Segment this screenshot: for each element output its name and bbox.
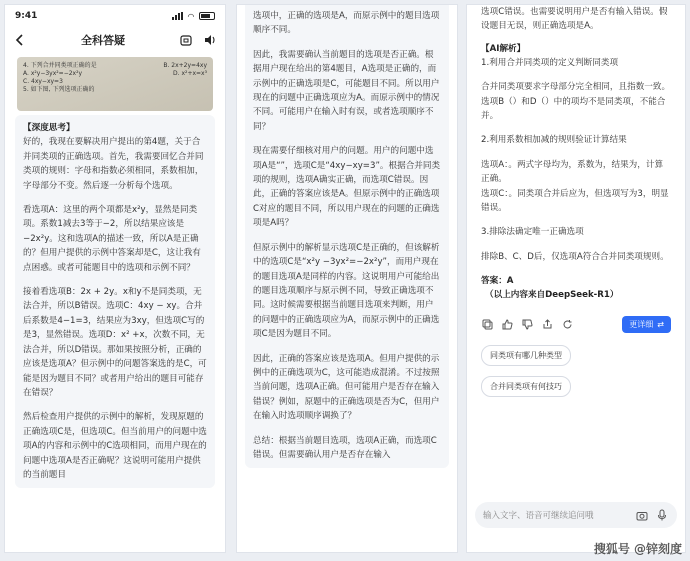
ai-analysis-section [467,5,685,397]
thinking-paragraph: 但原示例中的解析显示选项C是正确的，但该解析中的选项C是“x²y −3yx²=−2x²y”，而用户现在的题目选项A是同样的内容。这说明用户可能给出的题目选项顺序与原示例不同，导致正确选项不同。这时候需要根据当前题目选项来判断，用户的问题中的正确选项应为A，而原示例中的正确选项C是因为题目不同。 [253,242,440,340]
thinking-paragraph: 选项中，正确的选项是A，而原示例中的题目选项顺序不同。 [253,11,440,36]
microphone-icon[interactable] [655,508,669,522]
question-photo [17,57,213,111]
thinking-paragraph: 看选项A：这里的两个项都是x²y，显然是同类项。系数1减去3等于−2，所以结果应该是−2x²y。这和选项A的描述一致，所以A是正确的？但用户提供的示例中答案却是C，这让我有点困惑。或者可能题目中的选项和示例不同？ [23,205,201,273]
status-bar [5,5,225,27]
suggestion-chip[interactable]: 合并同类项有何技巧 [481,376,571,397]
photo-line: D. x²+x=x³ [173,70,207,78]
photo-line: B. 2x+2y=4xy [163,62,207,69]
suggestion-list [481,345,671,397]
signal-icon [172,12,183,20]
thinking-paragraph: 因此，正确的答案应该是选项A。但用户提供的示例中的正确选项为C，这可能造成混淆。不过按照当前问题，选项A正确。但可能用户是否存在输入错误？例如，原题中的正确选项是否为C，但用户在输入时选项顺序调换了？ [253,353,440,422]
speaker-icon[interactable] [203,33,217,47]
photo-line: 5. 如下图, 下列选项正确的 [23,86,95,94]
photo-line: 4. 下列合并同类项正确的是 [23,62,97,69]
phone-panel-3 [466,4,686,553]
camera-icon[interactable] [635,508,649,522]
thinking-paragraph: 然后检查用户提供的示例中的解析，发现原题的正确选项C是，但选项C。但当前用户的问题中选项A的内容和示例中的C选项相同，而用户现在的问题中选项A是否正确呢？这说明可能用户提供的当前题目 [23,412,207,480]
battery-icon [199,12,215,20]
thumbs-up-icon[interactable] [501,319,513,331]
analysis-text: 排除B、C、D后，仅选项A符合合并同类项规则。 [481,251,669,262]
analysis-step: 1.利用合并同类项的定义判断同类项 [481,57,619,68]
page-title: 全科答疑 [81,34,125,47]
wifi-icon: ◠ [187,11,194,21]
regenerate-icon[interactable] [561,319,573,331]
history-icon[interactable] [179,33,193,47]
input-placeholder: 输入文字、语音可继续追问哦 [483,511,594,521]
answer-text: 答案：A [481,276,514,287]
more-detail-label: 更详细 [629,320,654,330]
deep-thinking-card-continued [245,5,449,468]
share-icon[interactable] [541,319,553,331]
deep-thinking-card [15,115,215,488]
thumbs-down-icon[interactable] [521,319,533,331]
expand-icon: ⇄ [657,320,664,330]
back-arrow-icon[interactable] [13,33,27,47]
thinking-paragraph: 现在需要仔细核对用户的问题。用户的问题中选项A是“”，选项C是“4xy−xy=3”。根据合并同类项的规则，选项A确实正确，而选项C错误。因此，正确的答案应该是A。但原示例中的正确选项C对应的题目不同，所以用户现在的问题的正确选项是A吗？ [253,146,441,229]
top-navigation [5,27,225,53]
status-time: 9:41 [15,11,38,21]
action-bar [481,316,671,333]
thinking-paragraph: 接着看选项B：2x + 2y。x和y不是同类项，无法合并，所以B错误。选项C：4xy − xy。合并后系数是4−1=3，结果应为3xy，但选项C写的是3，显然错误。选项D：x² +x，次数不同，无法合并，所以D错误。那如果按照分析，正确的应该是选项A？但示例中的问题答案选的是C，可能是因为题目不同？或者用户给出的题目可能存在错误？ [23,287,207,398]
analysis-text: 选项A：。两式字母均为，系数为，结果为，计算正确。 选项C：。同类项合并后应为，但选项写为3，明显错误。 [481,159,669,214]
copy-icon[interactable] [481,319,493,331]
status-icons [172,12,215,21]
suggestion-chip[interactable]: 同类项有哪几种类型 [481,345,571,366]
ai-analysis-heading: 【AI解析】 [481,43,526,54]
analysis-text: 合并同类项要求字母部分完全相同，且指数一致。选项B（）和D（）中的项均不是同类项，不能合并。 [481,82,671,122]
deep-thinking-heading: 【深度思考】 [23,123,75,133]
phone-panel-1 [4,4,226,553]
follow-up-input[interactable] [475,502,677,528]
thinking-paragraph: 选项C错误。也需要说明用户是否有输入错误。假设题目无误，则正确选项是A。 [481,7,668,32]
photo-line: A. x²y−3yx²=−2x²y [23,70,83,78]
thinking-paragraph: 因此，我需要确认当前题目的选项是否正确。根据用户现在给出的第4题目，A选项是正确的，而示例中的正确选项是C，可能题目不同。所以用户现在的问题中正确选项应为A。而原示例中的情况不同。可能用户在输入时有误，或者选项顺序不同？ [253,49,440,132]
thinking-paragraph: 总结：根据当前题目选项，选项A正确，而选项C错误。但需要确认用户是否存在输入 [253,435,437,460]
more-detail-button[interactable] [622,316,671,333]
analysis-step: 3.排除法确定唯一正确选项 [481,227,584,238]
analysis-step: 2.利用系数相加减的规则验证计算结果 [481,135,627,146]
photo-line: C. 4xy−xy=3 [23,78,63,86]
thinking-paragraph: 好的，我现在要解决用户提出的第4题，关于合并同类项的正确选项。首先，我需要回忆合并同类项的规则：字母和指数必须相同，系数相加，字母部分不变。然后逐一分析每个选项。 [23,137,204,191]
phone-panel-2 [236,4,458,553]
watermark: 搜狐号 @锌刻度 [593,542,682,556]
answer-source: （以上内容来自DeepSeek-R1） [485,290,619,301]
